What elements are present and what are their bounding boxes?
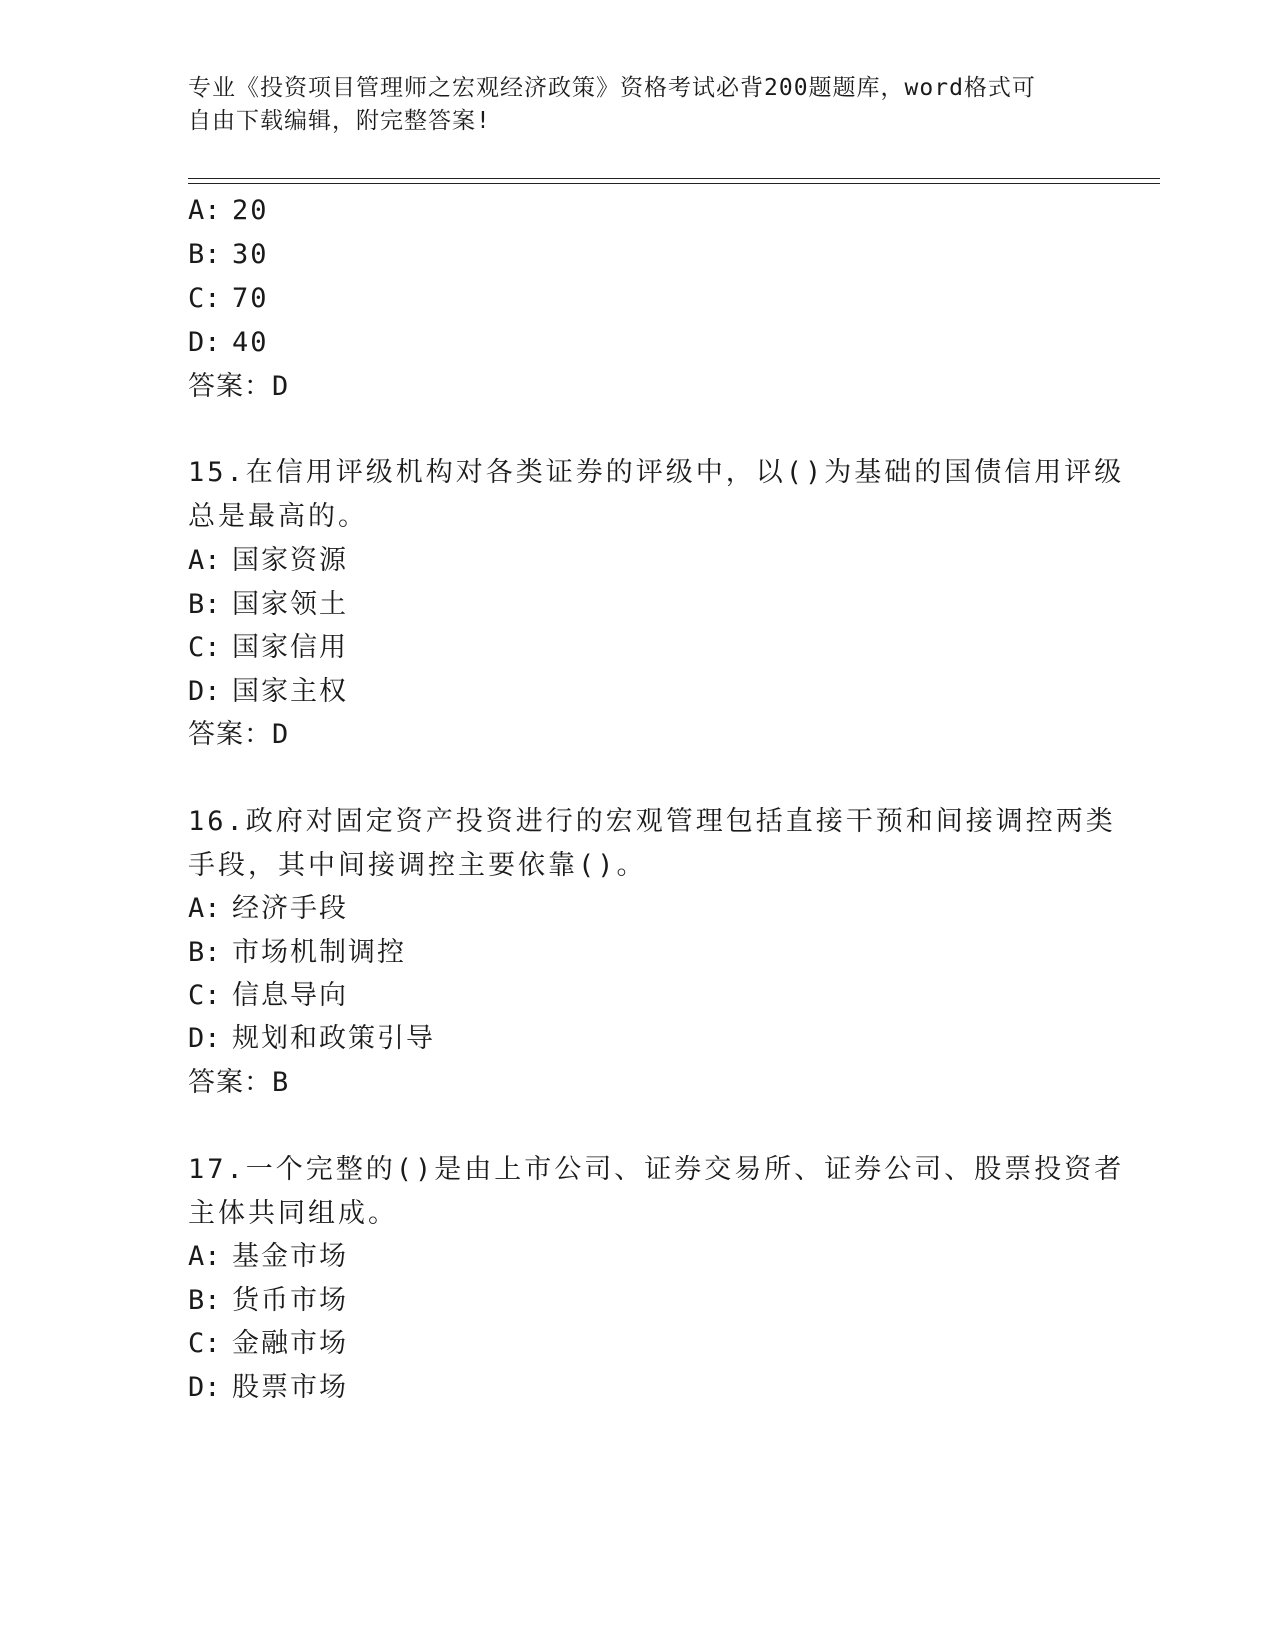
option-text: 基金市场 bbox=[232, 1241, 348, 1272]
option-c bbox=[188, 631, 348, 665]
option-label: C: bbox=[188, 980, 221, 1011]
option-label: B: bbox=[188, 589, 221, 620]
option-label: B: bbox=[188, 239, 221, 270]
option-b bbox=[188, 238, 269, 272]
option-d bbox=[188, 1371, 348, 1405]
header-divider-bottom bbox=[188, 183, 1160, 184]
option-c bbox=[188, 1327, 348, 1361]
option-text: 国家信用 bbox=[232, 632, 348, 663]
answer: 答案：D bbox=[188, 719, 290, 750]
option-text: 国家主权 bbox=[232, 676, 348, 707]
option-label: A: bbox=[188, 545, 221, 576]
option-d bbox=[188, 675, 348, 709]
answer: 答案：D bbox=[188, 371, 290, 402]
option-text: 40 bbox=[232, 327, 269, 358]
option-text: 30 bbox=[232, 239, 269, 270]
option-a bbox=[188, 892, 348, 926]
option-text: 国家资源 bbox=[232, 545, 348, 576]
question-17-line-2: 主体共同组成。 bbox=[188, 1198, 398, 1229]
option-text: 货币市场 bbox=[232, 1285, 348, 1316]
header-divider-top bbox=[188, 178, 1160, 179]
option-text: 经济手段 bbox=[232, 893, 348, 924]
question-16-line-1: 16.政府对固定资产投资进行的宏观管理包括直接干预和间接调控两类 bbox=[188, 806, 1116, 837]
header-line-1: 专业《投资项目管理师之宏观经济政策》资格考试必背200题题库，word格式可 bbox=[188, 75, 1036, 101]
option-text: 20 bbox=[232, 195, 269, 226]
option-a bbox=[188, 1240, 348, 1274]
option-text: 市场机制调控 bbox=[232, 937, 406, 968]
option-label: C: bbox=[188, 1328, 221, 1359]
option-label: D: bbox=[188, 1023, 221, 1054]
option-text: 股票市场 bbox=[232, 1372, 348, 1403]
document-header bbox=[188, 72, 1068, 138]
option-b bbox=[188, 1284, 348, 1318]
option-text: 金融市场 bbox=[232, 1328, 348, 1359]
answer: 答案：B bbox=[188, 1067, 290, 1098]
option-label: A: bbox=[188, 195, 221, 226]
option-d bbox=[188, 326, 269, 360]
header-line-2: 自由下载编辑，附完整答案! bbox=[188, 108, 491, 134]
option-label: D: bbox=[188, 676, 221, 707]
question-15-line-2: 总是最高的。 bbox=[188, 501, 368, 532]
option-a bbox=[188, 544, 348, 578]
option-label: A: bbox=[188, 893, 221, 924]
option-a bbox=[188, 194, 269, 228]
option-c bbox=[188, 282, 269, 316]
option-text: 70 bbox=[232, 283, 269, 314]
option-label: D: bbox=[188, 327, 221, 358]
option-label: C: bbox=[188, 632, 221, 663]
option-b bbox=[188, 936, 406, 970]
option-label: A: bbox=[188, 1241, 221, 1272]
option-text: 国家领土 bbox=[232, 589, 348, 620]
option-label: B: bbox=[188, 937, 221, 968]
question-17-line-1: 17.一个完整的()是由上市公司、证券交易所、证券公司、股票投资者 bbox=[188, 1154, 1125, 1185]
option-b bbox=[188, 588, 348, 622]
option-c bbox=[188, 979, 348, 1013]
option-d bbox=[188, 1022, 435, 1056]
option-label: D: bbox=[188, 1372, 221, 1403]
question-15-line-1: 15.在信用评级机构对各类证券的评级中，以()为基础的国债信用评级 bbox=[188, 457, 1125, 488]
option-text: 信息导向 bbox=[232, 980, 348, 1011]
question-16-line-2: 手段，其中间接调控主要依靠()。 bbox=[188, 850, 647, 881]
option-label: C: bbox=[188, 283, 221, 314]
option-label: B: bbox=[188, 1285, 221, 1316]
option-text: 规划和政策引导 bbox=[232, 1023, 435, 1054]
